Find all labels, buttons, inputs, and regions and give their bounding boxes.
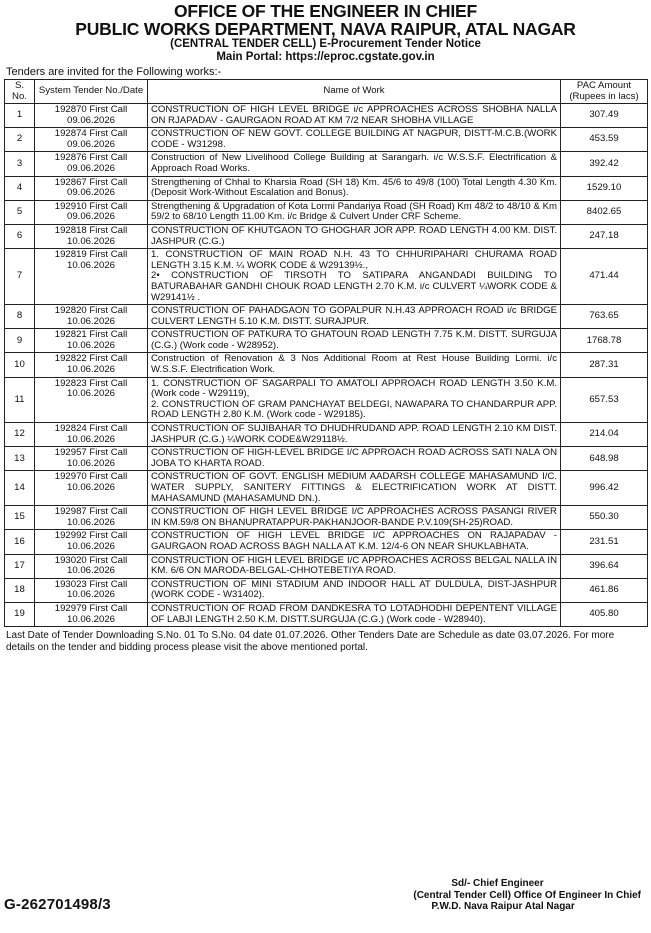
row-work-text: CONSTRUCTION OF GOVT. ENGLISH MEDIUM AADARSH COLLEGE MAHASAMUND I/C. WATER SUPPLY, SANITERY FITTINGS & ELECTRIFICATION WORK AT DISTT. MAHASAMUND (MAHASAMUND DN.).	[151, 471, 557, 504]
row-tender-date: 10.06.2026	[66, 540, 115, 552]
row-pac-amount: 1529.10	[561, 176, 648, 200]
row-work-cell	[148, 602, 561, 626]
row-tender-date: 10.06.2026	[66, 364, 115, 376]
row-tender-no: 192822 First Call	[54, 353, 128, 365]
row-tender-date: 09.06.2026	[66, 138, 115, 150]
row-work-cell	[148, 377, 561, 422]
row-tender-no: 193023 First Call	[54, 578, 128, 590]
row-tender-cell	[35, 471, 148, 506]
row-pac-amount: 8402.65	[561, 200, 648, 224]
table-row	[5, 200, 648, 224]
row-tender-date: 09.06.2026	[66, 162, 115, 174]
row-tender-cell	[35, 578, 148, 602]
table-row	[5, 447, 648, 471]
row-tender-cell	[35, 176, 148, 200]
row-tender-no: 192818 First Call	[54, 224, 128, 236]
row-tender-cell	[35, 554, 148, 578]
row-pac-amount: 247.18	[561, 224, 648, 248]
row-tender-no: 192820 First Call	[54, 305, 128, 317]
row-tender-no: 193020 First Call	[54, 554, 128, 566]
row-work-text: CONSTRUCTION OF PAHADGAON TO GOPALPUR N.H.43 APPROACH ROAD i/c BRIDGE CULVERT LENGTH 5.10 K.M. DISTT. SURAJPUR.	[151, 305, 557, 327]
row-sno: 12	[5, 423, 35, 447]
table-row	[5, 224, 648, 248]
row-tender-date: 09.06.2026	[66, 114, 115, 126]
row-work-text: Construction of Renovation & 3 Nos Additional Room at Rest House Building Lormi. i/c W.S.S.F. Electrification Work.	[151, 353, 557, 376]
row-pac-amount: 392.42	[561, 152, 648, 176]
row-sno: 10	[5, 353, 35, 377]
reference-code: G-262701498/3	[4, 896, 111, 913]
row-tender-cell	[35, 128, 148, 152]
footer-note: Last Date of Tender Downloading S.No. 01 To S.No. 04 date 01.07.2026. Other Tenders Date are Schedule as date 03.07.2026. For more details on the tender and bidding process please visit the above mentioned portal.	[6, 630, 615, 653]
row-tender-cell	[35, 447, 148, 471]
row-sno: 9	[5, 329, 35, 353]
row-sno: 6	[5, 224, 35, 248]
row-tender-no: 192824 First Call	[54, 423, 128, 435]
row-tender-cell	[35, 353, 148, 377]
table-row	[5, 506, 648, 530]
row-work-text: CONSTRUCTION OF KHUTGAON TO GHOGHAR JOR APP. ROAD LENGTH 4.00 KM. DIST. JASHPUR (C.G.)	[151, 224, 557, 247]
row-tender-date: 10.06.2026	[66, 516, 115, 528]
row-sno: 3	[5, 152, 35, 176]
row-tender-date: 10.06.2026	[66, 589, 115, 601]
row-work-text: CONSTRUCTION OF HIGH LEVEL BRIDGE I/C APPROACHES ACROSS BELGAL NALLA IN KM. 6/6 ON MARODA-BELGAL-CHHOTEBETIYA ROAD.	[151, 554, 557, 577]
row-tender-date: 10.06.2026	[66, 235, 115, 247]
row-work-cell	[148, 423, 561, 447]
row-pac-amount: 648.98	[561, 447, 648, 471]
row-work-text: CONSTRUCTION OF MINI STADIUM AND INDOOR HALL AT DULDULA, DIST-JASHPUR (WORK CODE - W31402).	[151, 578, 557, 601]
row-work-cell	[148, 200, 561, 224]
row-sno: 2	[5, 128, 35, 152]
signature-line-1: Sd/- Chief Engineer	[451, 878, 544, 889]
row-tender-no: 192823 First Call	[54, 377, 128, 389]
row-pac-amount: 550.30	[561, 506, 648, 530]
row-work-cell	[148, 152, 561, 176]
row-tender-cell	[35, 305, 148, 329]
row-pac-amount: 405.80	[561, 602, 648, 626]
row-sno: 15	[5, 506, 35, 530]
table-row	[5, 176, 648, 200]
row-pac-amount: 231.51	[561, 530, 648, 554]
row-sno: 19	[5, 602, 35, 626]
row-tender-cell	[35, 602, 148, 626]
row-work-cell	[148, 305, 561, 329]
header-sno: S. No.	[5, 80, 35, 104]
row-tender-date: 10.06.2026	[66, 482, 115, 493]
row-work-text: CONSTRUCTION OF HIGH LEVEL BRIDGE I/C APPROACHES ACROSS PASANGI RIVER IN KM.59/8 ON BHANUPRATAPPUR-PAKHANJOOR-BANDE P.V.109(SH-25)ROAD.	[151, 506, 557, 528]
row-work-text: 1. CONSTRUCTION OF MAIN ROAD N.H. 43 TO CHHURIPAHARI CHURAMA ROAD LENGTH 3.15 K.M. ¼ WORK CODE & W29139½.,	[151, 249, 557, 271]
row-tender-cell	[35, 152, 148, 176]
header-name-of-work: Name of Work	[148, 80, 561, 104]
row-tender-date: 10.06.2026	[66, 433, 115, 445]
signature-line-2: (Central Tender Cell) Office Of Engineer In Chief	[413, 889, 641, 901]
row-tender-no: 192819 First Call	[54, 249, 128, 261]
row-sno: 18	[5, 578, 35, 602]
row-tender-cell	[35, 200, 148, 224]
row-work-text: CONSTRUCTION OF HIGH-LEVEL BRIDGE I/C APPROACH ROAD ACROSS SATI NALA ON JOBA TO KHARTA ROAD.	[151, 447, 557, 469]
row-tender-no: 192876 First Call	[54, 152, 128, 164]
row-tender-no: 192910 First Call	[54, 200, 128, 212]
row-tender-cell	[35, 329, 148, 353]
row-tender-cell	[35, 104, 148, 128]
row-work-cell	[148, 506, 561, 530]
header-office-title: OFFICE OF THE ENGINEER IN CHIEF	[174, 1, 477, 21]
table-row	[5, 104, 648, 128]
header-pac-amount: PAC Amount (Rupees in lacs)	[561, 80, 648, 104]
row-sno: 14	[5, 471, 35, 506]
table-row	[5, 554, 648, 578]
row-sno: 17	[5, 554, 35, 578]
table-row	[5, 578, 648, 602]
row-work-text: 1. CONSTRUCTION OF SAGARPALI TO AMATOLI APPROACH ROAD LENGTH 3.50 K.M. (Work code - W29119),	[151, 377, 557, 400]
row-work-cell	[148, 471, 561, 506]
row-tender-cell	[35, 377, 148, 422]
row-tender-date: 09.06.2026	[66, 211, 115, 223]
table-row	[5, 423, 648, 447]
row-tender-cell	[35, 506, 148, 530]
row-work-cell	[148, 224, 561, 248]
row-tender-no: 192970 First Call	[54, 471, 128, 483]
row-work-cell	[148, 128, 561, 152]
row-tender-cell	[35, 423, 148, 447]
signature-block	[413, 878, 641, 913]
header-tender-no: System Tender No./Date	[35, 80, 148, 104]
row-tender-date: 10.06.2026	[66, 259, 115, 271]
row-tender-date: 10.06.2026	[66, 339, 115, 351]
row-pac-amount: 307.49	[561, 104, 648, 128]
row-work-cell	[148, 530, 561, 554]
row-pac-amount: 214.04	[561, 423, 648, 447]
row-tender-no: 192957 First Call	[54, 447, 128, 459]
row-pac-amount: 287.31	[561, 353, 648, 377]
row-work-cell	[148, 249, 561, 305]
row-work-text: Strengthening & Upgradation of Kota Lormi Pandariya Road (SH Road) Km 48/2 to 48/10 & Km 59/2 to 68/10 Length 11.00 Km. i/c Bridge & Culvert Under CRF Scheme.	[151, 200, 557, 223]
row-sno: 11	[5, 377, 35, 422]
row-work-cell	[148, 104, 561, 128]
table-row	[5, 377, 648, 422]
row-sno: 5	[5, 200, 35, 224]
row-work-text: CONSTRUCTION OF ROAD FROM DANDKESRA TO LOTADHODHI DEPENTENT VILLAGE OF LABJI LENGTH 2.50 K.M. DISTT.SURGUJA (C.G.) (Work code - W28940).	[151, 602, 557, 625]
table-row	[5, 249, 648, 305]
row-sno: 4	[5, 176, 35, 200]
header-department-title: PUBLIC WORKS DEPARTMENT, NAVA RAIPUR, ATAL NAGAR	[75, 19, 576, 39]
row-work-cell	[148, 353, 561, 377]
row-work-text: 2. CONSTRUCTION OF GRAM PANCHAYAT BELDEGI, NAWAPARA TO CHANDARPUR APP. ROAD LENGTH 2.80 K.M. (Work code - W29185).	[151, 398, 557, 421]
row-work-text: CONSTRUCTION OF PATKURA TO GHATOUN ROAD LENGTH 7.75 K.M. DISTT. SURGUJA (C.G.) (Work code - W28952).	[151, 329, 557, 351]
table-row	[5, 530, 648, 554]
row-work-text: Construction of New Livelihood College Building at Sarangarh. i/c W.S.S.F. Electrification & Approach Road Works.	[151, 152, 557, 174]
row-tender-date: 10.06.2026	[66, 315, 115, 327]
table-header-row	[5, 80, 648, 104]
table-row	[5, 353, 648, 377]
row-work-text: CONSTRUCTION OF NEW GOVT. COLLEGE BUILDING AT NAGPUR, DISTT-M.C.B.(WORK CODE - W31298.	[151, 128, 557, 150]
row-pac-amount: 1768.78	[561, 329, 648, 353]
row-pac-amount: 396.64	[561, 554, 648, 578]
row-sno: 7	[5, 249, 35, 305]
row-pac-amount: 996.42	[561, 471, 648, 506]
row-work-text: Strengthening of Chhal to Kharsia Road (SH 18) Km. 45/6 to 49/8 (100) Total Length 4.30 Km.(Deposit Work-Without Escalation and Bonus).	[151, 176, 557, 199]
table-row	[5, 152, 648, 176]
intro-text: Tenders are invited for the Following works:-	[6, 66, 222, 78]
row-tender-no: 192867 First Call	[54, 176, 128, 188]
row-pac-amount: 461.86	[561, 578, 648, 602]
row-work-cell	[148, 554, 561, 578]
row-tender-date: 10.06.2026	[66, 457, 115, 469]
row-work-text: 2• CONSTRUCTION OF TIRSOTH TO SATIPARA ANGANDADI BUILDING TO BATURABAHAR GANDHI CHOUK ROAD LENGTH 2.70 K.M. i/c CULVERT ¼WORK CODE & W29141½ .	[151, 270, 557, 303]
row-sno: 8	[5, 305, 35, 329]
table-row	[5, 305, 648, 329]
row-tender-no: 192874 First Call	[54, 128, 128, 140]
row-work-cell	[148, 329, 561, 353]
table-row	[5, 602, 648, 626]
row-pac-amount: 763.65	[561, 305, 648, 329]
row-sno: 13	[5, 447, 35, 471]
row-work-text: CONSTRUCTION OF HIGH LEVEL BRIDGE I/C APPROACHES ON RAJAPADAV - GAURGAON ROAD ACROSS BAGH NALLA AT K.M. 12/4-6 ON NEAR SHUKLABHATA.	[151, 530, 557, 552]
row-sno: 16	[5, 530, 35, 554]
row-work-text: CONSTRUCTION OF SUJIBAHAR TO DHUDHRUDAND APP. ROAD LENGTH 2.10 KM DIST. JASHPUR (C.G.) ¼WORK CODE&W29118½.	[151, 423, 557, 445]
table-row	[5, 471, 648, 506]
row-tender-cell	[35, 249, 148, 305]
row-pac-amount: 657.53	[561, 377, 648, 422]
row-tender-no: 192992 First Call	[54, 530, 128, 542]
row-tender-cell	[35, 530, 148, 554]
row-tender-no: 192821 First Call	[54, 329, 128, 341]
row-tender-date: 09.06.2026	[66, 187, 115, 199]
row-tender-cell	[35, 224, 148, 248]
row-pac-amount: 471.44	[561, 249, 648, 305]
row-tender-no: 192987 First Call	[54, 506, 128, 518]
tender-table-body	[5, 104, 648, 627]
header-portal-line: Main Portal: https://eproc.cgstate.gov.in	[216, 51, 435, 63]
tender-table	[4, 79, 648, 627]
row-tender-no: 192870 First Call	[54, 104, 128, 115]
row-work-cell	[148, 176, 561, 200]
row-work-cell	[148, 578, 561, 602]
row-tender-date: 10.06.2026	[66, 388, 115, 400]
row-pac-amount: 453.59	[561, 128, 648, 152]
table-row	[5, 128, 648, 152]
row-work-cell	[148, 447, 561, 471]
row-tender-date: 10.06.2026	[66, 565, 115, 577]
row-sno: 1	[5, 104, 35, 128]
notice-bottom	[4, 878, 647, 933]
signature-line-3: P.W.D. Nava Raipur Atal Nagar	[431, 901, 575, 912]
row-work-text: CONSTRUCTION OF HIGH LEVEL BRIDGE i/c APPROACHES ACROSS SHOBHA NALLA ON RJAPADAV - GAURGAON ROAD AT KM 7/2 NEAR SHOBHA VILLAGE	[151, 104, 557, 126]
row-tender-date: 10.06.2026	[66, 613, 115, 625]
row-tender-no: 192979 First Call	[54, 602, 128, 614]
header-notice-subtitle: (CENTRAL TENDER CELL) E-Procurement Tender Notice	[170, 38, 481, 50]
table-row	[5, 329, 648, 353]
